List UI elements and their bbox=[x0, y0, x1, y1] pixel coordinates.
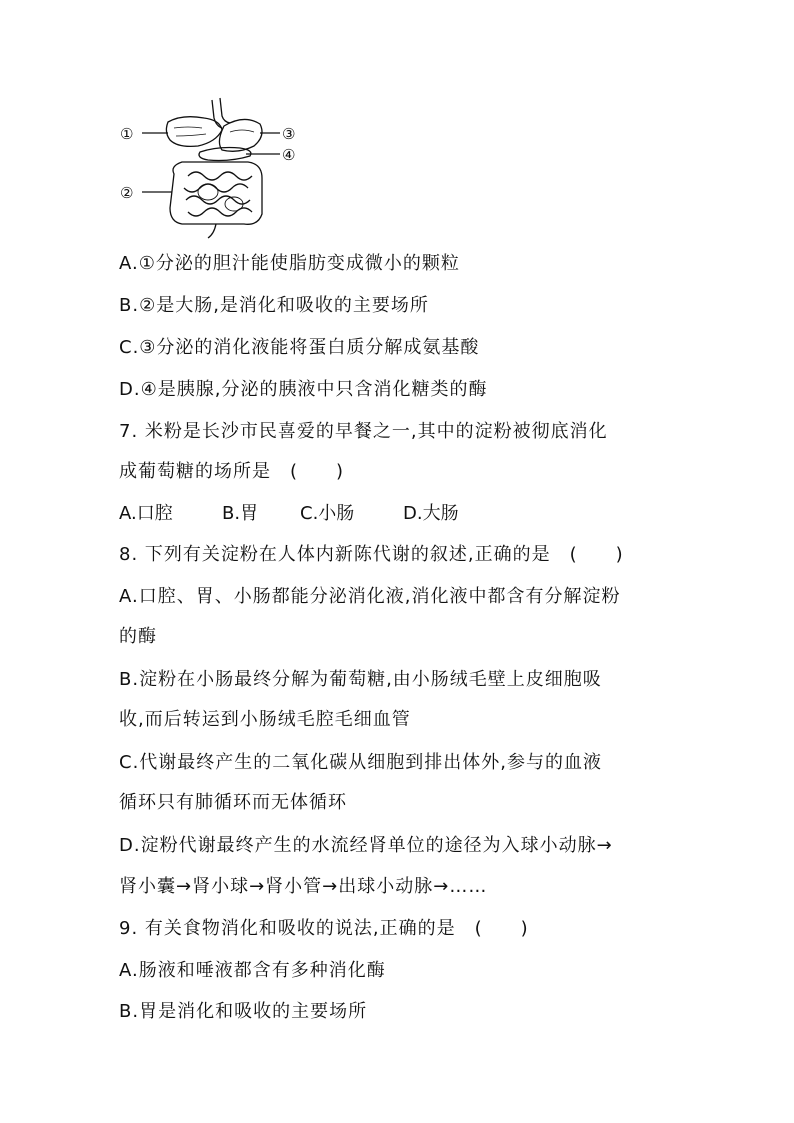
q8-line-8: 肾小囊→肾小球→肾小管→出球小动脉→…… bbox=[119, 876, 488, 897]
q6-option-d: D.④是胰腺,分泌的胰液中只含消化糖类的酶 bbox=[119, 379, 488, 400]
q6-option-b: B.②是大肠,是消化和吸收的主要场所 bbox=[119, 295, 429, 316]
q8-line-7: D.淀粉代谢最终产生的水流经肾单位的途径为入球小动脉→ bbox=[119, 835, 613, 856]
q8-line-4: 收,而后转运到小肠绒毛腔毛细血管 bbox=[119, 709, 411, 730]
q8-line-2: 的酶 bbox=[119, 626, 157, 647]
stomach-shape bbox=[219, 119, 262, 151]
q7-stem-line-1: 7. 米粉是长沙市民喜爱的早餐之一,其中的淀粉被彻底消化 bbox=[119, 421, 608, 442]
q6-option-a: A.①分泌的胆汁能使脂肪变成微小的颗粒 bbox=[119, 253, 460, 274]
q8-line-6: 循环只有肺循环而无体循环 bbox=[119, 792, 347, 813]
q8-line-1: A.口腔、胃、小肠都能分泌消化液,消化液中都含有分解淀粉 bbox=[119, 586, 621, 607]
liver-shape bbox=[166, 117, 222, 147]
q8-line-5: C.代谢最终产生的二氧化碳从细胞到排出体外,参与的血液 bbox=[119, 752, 603, 773]
small-intestine-coil-4 bbox=[188, 208, 252, 216]
label-1: ① bbox=[120, 125, 134, 143]
q7-option-c: C.小肠 bbox=[300, 503, 355, 524]
q7-stem-line-2: 成葡萄糖的场所是 ( ) bbox=[119, 461, 345, 482]
small-intestine-coil-2 bbox=[184, 184, 248, 192]
q8-line-3: B.淀粉在小肠最终分解为葡萄糖,由小肠绒毛壁上皮细胞吸 bbox=[119, 669, 602, 690]
label-4: ④ bbox=[282, 146, 296, 164]
label-3: ③ bbox=[282, 125, 296, 143]
q7-options bbox=[119, 502, 459, 526]
small-intestine-coil-3 bbox=[186, 196, 250, 204]
q9-line-1: A.肠液和唾液都含有多种消化酶 bbox=[119, 960, 386, 981]
q9-line-2: B.胃是消化和吸收的主要场所 bbox=[119, 1001, 368, 1022]
label-2: ② bbox=[120, 184, 134, 202]
small-intestine-coil-1 bbox=[188, 172, 252, 180]
large-intestine-shape bbox=[170, 162, 262, 224]
q6-option-c: C.③分泌的消化液能将蛋白质分解成氨基酸 bbox=[119, 337, 480, 358]
q7-option-a: A.口腔 bbox=[119, 503, 173, 524]
rectum-shape bbox=[208, 224, 216, 238]
q9-stem: 9. 有关食物消化和吸收的说法,正确的是 ( ) bbox=[119, 918, 529, 939]
q7-option-b: B.胃 bbox=[222, 503, 259, 524]
q8-stem: 8. 下列有关淀粉在人体内新陈代谢的叙述,正确的是 ( ) bbox=[119, 544, 624, 565]
q7-option-d: D.大肠 bbox=[403, 503, 459, 524]
esophagus-shape-2 bbox=[220, 98, 230, 123]
digestive-system-diagram bbox=[112, 96, 312, 241]
